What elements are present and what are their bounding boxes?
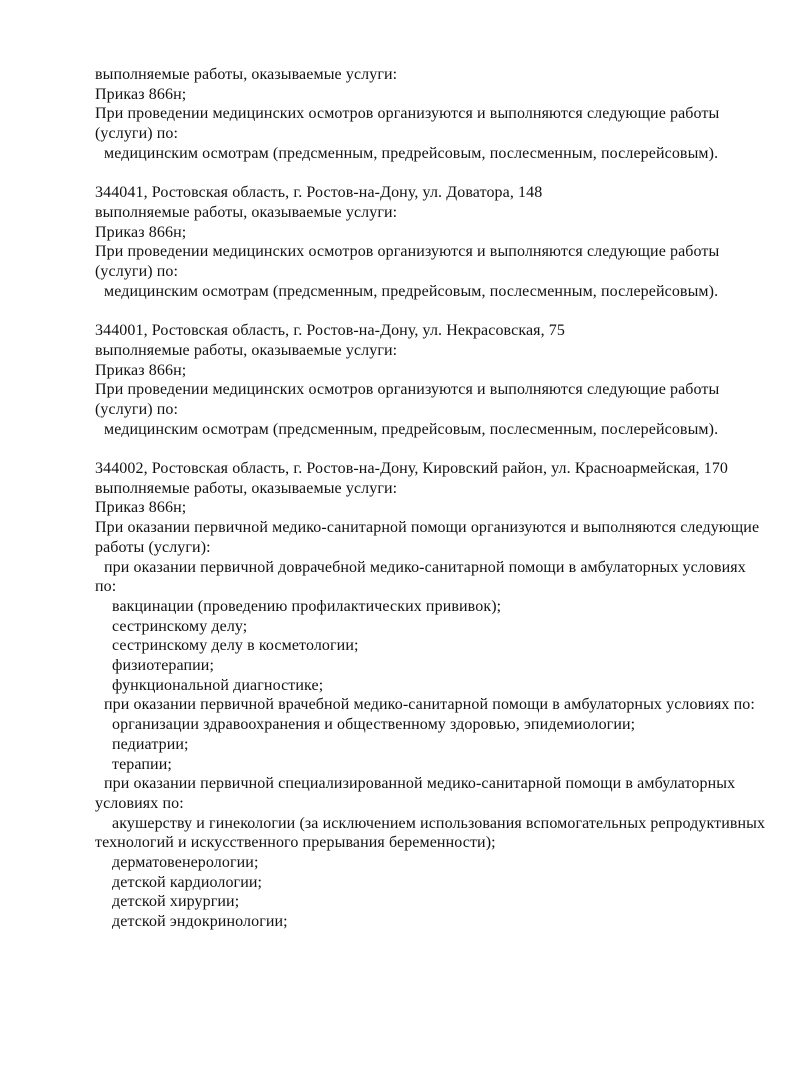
text-line: Приказ 866н; (95, 361, 187, 379)
text-line: При оказании первичной медико-санитарной помощи организуются и выполняются следующие (95, 519, 760, 537)
text-line: сестринскому делу в косметологии; (112, 637, 359, 655)
license-works-block-intro (95, 65, 767, 164)
text-line: (услуги) по: (95, 263, 179, 281)
text-line: При проведении медицинских осмотров организуются и выполняются следующие работы (95, 381, 720, 399)
text-line: медицинским осмотрам (предсменным, предрейсовым, послесменным, послерейсовым). (104, 420, 719, 438)
address-block-344041 (95, 183, 767, 301)
text-line: организации здравоохранения и общественному здоровью, эпидемиологии; (112, 716, 636, 734)
document-content (95, 65, 767, 932)
text-line: выполняемые работы, оказываемые услуги: (95, 203, 398, 221)
text-line: технологий и искусственного прерывания беременности); (95, 834, 496, 852)
text-line: дерматовенерологии; (112, 854, 259, 872)
text-line: выполняемые работы, оказываемые услуги: (95, 341, 398, 359)
text-line: детской эндокринологии; (112, 913, 288, 931)
text-line: терапии; (112, 755, 172, 773)
address-block-344002 (95, 459, 767, 932)
text-line: 344002, Ростовская область, г. Ростов-на-Дону, Кировский район, ул. Красноармейская, 170 (95, 460, 729, 478)
text-line: медицинским осмотрам (предсменным, предрейсовым, послесменным, послерейсовым). (104, 282, 719, 300)
text-line: вакцинации (проведению профилактических прививок); (112, 597, 502, 615)
text-line: выполняемые работы, оказываемые услуги: (95, 66, 398, 83)
text-line: детской кардиологии; (112, 873, 263, 891)
text-line: условиях по: (95, 794, 184, 812)
text-line: сестринскому делу; (112, 617, 248, 635)
text-line: 344041, Ростовская область, г. Ростов-на-Дону, ул. Доватора, 148 (95, 184, 543, 202)
text-line: детской хирургии; (112, 893, 240, 911)
text-line: при оказании первичной специализированной медико-санитарной помощи в амбулаторных (104, 775, 736, 793)
text-line: (услуги) по: (95, 125, 179, 143)
text-line: медицинским осмотрам (предсменным, предрейсовым, послесменным, послерейсовым). (104, 144, 719, 162)
text-line: работы (услуги): (95, 538, 211, 556)
text-line: Приказ 866н; (95, 85, 187, 103)
text-line: по: (95, 578, 117, 596)
text-line: акушерству и гинекологии (за исключением использования вспомогательных репродуктивных (112, 814, 766, 832)
text-line: Приказ 866н; (95, 499, 187, 517)
text-line: функциональной диагностике; (112, 676, 324, 694)
text-line: при оказании первичной врачебной медико-санитарной помощи в амбулаторных условиях по: (104, 696, 755, 714)
address-block-344001 (95, 321, 767, 439)
text-line: При проведении медицинских осмотров организуются и выполняются следующие работы (95, 243, 720, 261)
text-line: При проведении медицинских осмотров организуются и выполняются следующие работы (95, 105, 720, 123)
text-line: (услуги) по: (95, 400, 179, 418)
text-line: педиатрии; (112, 735, 189, 753)
text-line: при оказании первичной доврачебной медико-санитарной помощи в амбулаторных условиях (104, 558, 746, 576)
text-line: 344001, Ростовская область, г. Ростов-на-Дону, ул. Некрасовская, 75 (95, 322, 566, 340)
text-line: выполняемые работы, оказываемые услуги: (95, 479, 398, 497)
text-line: физиотерапии; (112, 657, 215, 675)
text-line: Приказ 866н; (95, 223, 187, 241)
